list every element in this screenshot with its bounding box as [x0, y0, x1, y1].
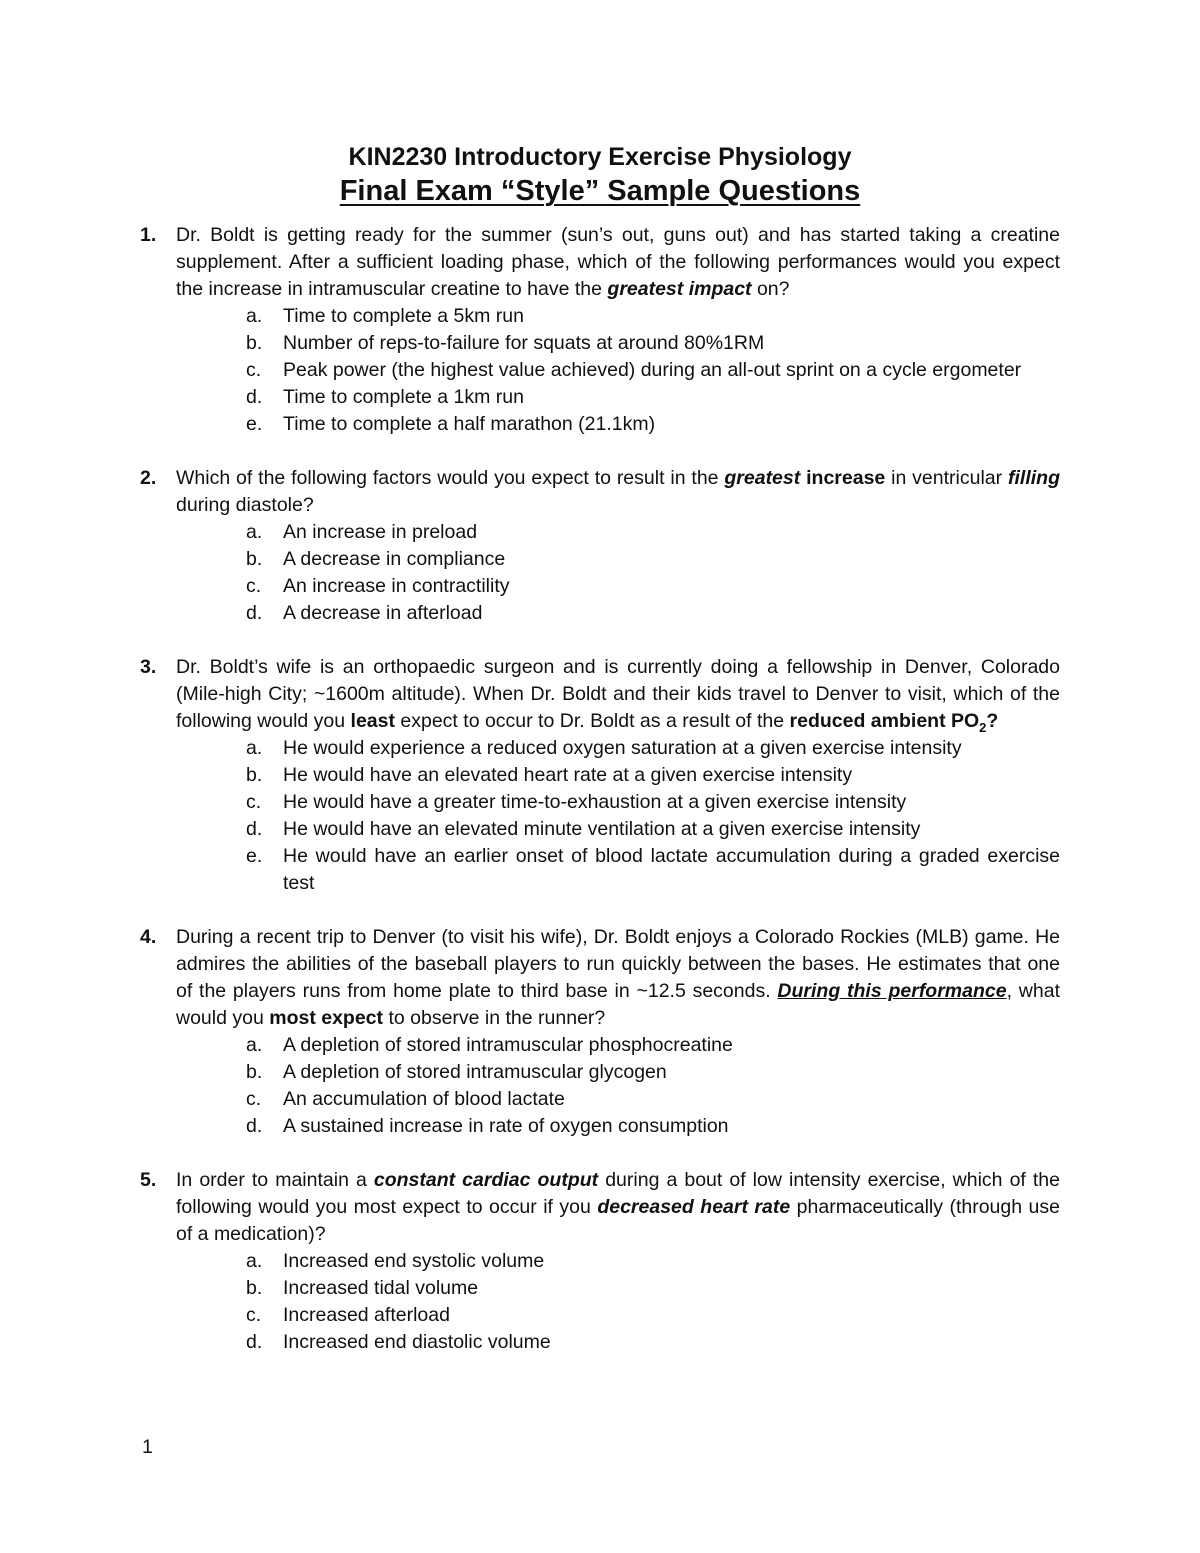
- stem-emphasis: greatest: [724, 467, 801, 489]
- question-stem: [176, 222, 1060, 303]
- option-c[interactable]: [0, 789, 1200, 816]
- question-stem: [176, 654, 1060, 735]
- question-2: [0, 465, 1200, 627]
- exam-title: Final Exam “Style” Sample Questions: [339, 175, 861, 207]
- option-e[interactable]: [0, 843, 1200, 897]
- option-d[interactable]: [0, 600, 1200, 627]
- question-4: [0, 924, 1200, 1140]
- stem-text: ?: [986, 710, 999, 732]
- option-d[interactable]: [0, 816, 1200, 843]
- option-letter: a.: [246, 305, 263, 327]
- option-text: A decrease in compliance: [283, 548, 506, 570]
- option-a[interactable]: [0, 1032, 1200, 1059]
- option-text: Increased tidal volume: [283, 1277, 479, 1299]
- stem-emphasis: greatest impact: [607, 278, 752, 300]
- stem-text: Dr. Boldt’s wife is an orthopaedic surgeon and is currently doing a fellowship in Denver, Colorado (Mile-high City; ~1600m altitude). When Dr. Boldt and their kids travel to Denver to visit, which of the following would you: [176, 656, 1060, 732]
- option-c[interactable]: [0, 357, 1200, 384]
- stem-text: on?: [751, 278, 790, 300]
- option-a[interactable]: [0, 735, 1200, 762]
- option-letter: d.: [246, 818, 263, 840]
- stem-emphasis: filling: [1008, 467, 1060, 489]
- option-text: Time to complete a 1km run: [283, 386, 524, 408]
- option-letter: d.: [246, 1331, 263, 1353]
- stem-text: Which of the following factors would you expect to result in the: [176, 467, 725, 489]
- question-stem: [176, 465, 1060, 519]
- option-letter: a.: [246, 1034, 263, 1056]
- option-letter: b.: [246, 548, 263, 570]
- option-text: Increased afterload: [283, 1304, 450, 1326]
- stem-text: expect to occur to Dr. Boldt as a result of the: [394, 710, 790, 732]
- option-letter: b.: [246, 764, 263, 786]
- option-text: An increase in contractility: [283, 575, 510, 597]
- stem-text: during a bout of low intensity exercise, which of the following would you most expect to occur if you: [176, 1169, 1060, 1218]
- question-number: 2.: [140, 467, 157, 489]
- option-letter: d.: [246, 1115, 263, 1137]
- option-letter: d.: [246, 386, 263, 408]
- stem-emphasis: constant cardiac output: [373, 1169, 599, 1191]
- option-text: A depletion of stored intramuscular phosphocreatine: [283, 1034, 733, 1056]
- option-text: Increased end systolic volume: [283, 1250, 545, 1272]
- option-list: [0, 1032, 1200, 1140]
- option-list: [0, 303, 1200, 438]
- option-letter: a.: [246, 1250, 263, 1272]
- option-letter: b.: [246, 1277, 263, 1299]
- option-e[interactable]: [0, 411, 1200, 438]
- option-text: Peak power (the highest value achieved) during an all-out sprint on a cycle ergometer: [283, 359, 1022, 381]
- stem-text: during diastole?: [176, 494, 314, 516]
- stem-text: in ventricular: [885, 467, 1008, 489]
- option-text: He would have an earlier onset of blood lactate accumulation during a graded exercise test: [283, 845, 1060, 894]
- stem-emphasis: decreased heart rate: [597, 1196, 791, 1218]
- option-c[interactable]: [0, 1086, 1200, 1113]
- question-5: [0, 1167, 1200, 1356]
- question-1: [0, 222, 1200, 438]
- option-text: Number of reps-to-failure for squats at around 80%1RM: [283, 332, 765, 354]
- question-3: [0, 654, 1200, 897]
- option-a[interactable]: [0, 1248, 1200, 1275]
- option-list: [0, 735, 1200, 897]
- option-letter: d.: [246, 602, 263, 624]
- option-b[interactable]: [0, 762, 1200, 789]
- option-list: [0, 519, 1200, 627]
- option-letter: b.: [246, 332, 263, 354]
- option-text: An accumulation of blood lactate: [283, 1088, 565, 1110]
- option-letter: a.: [246, 521, 263, 543]
- option-letter: e.: [246, 845, 263, 867]
- stem-text: pharmaceutically (through use of a medication)?: [176, 1196, 1060, 1245]
- stem-emphasis: reduced ambient PO: [789, 710, 980, 732]
- option-text: He would experience a reduced oxygen saturation at a given exercise intensity: [283, 737, 962, 759]
- option-text: Increased end diastolic volume: [283, 1331, 551, 1353]
- stem-text: During a recent trip to Denver (to visit his wife), Dr. Boldt enjoys a Colorado Rockies (MLB) game. He admires the abilities of the baseball players to run quickly between the bases. He estimates that one of the players runs from home plate to third base in ~12.5 seconds.: [176, 926, 1060, 1002]
- option-c[interactable]: [0, 573, 1200, 600]
- question-list: [0, 222, 1200, 1356]
- question-number: 4.: [140, 926, 157, 948]
- stem-text: Dr. Boldt is getting ready for the summer (sun’s out, guns out) and has started taking a creatine supplement. After a sufficient loading phase, which of the following performances would you expect the increase in intramuscular creatine to have the: [176, 224, 1060, 300]
- option-b[interactable]: [0, 1275, 1200, 1302]
- question-number: 3.: [140, 656, 157, 678]
- question-number: 1.: [140, 224, 157, 246]
- option-letter: c.: [246, 1088, 262, 1110]
- option-text: He would have an elevated heart rate at a given exercise intensity: [283, 764, 853, 786]
- option-d[interactable]: [0, 384, 1200, 411]
- option-a[interactable]: [0, 519, 1200, 546]
- option-text: A depletion of stored intramuscular glycogen: [283, 1061, 667, 1083]
- option-b[interactable]: [0, 546, 1200, 573]
- stem-emphasis: increase: [806, 467, 886, 489]
- question-stem: [176, 1167, 1060, 1248]
- option-d[interactable]: [0, 1113, 1200, 1140]
- option-a[interactable]: [0, 303, 1200, 330]
- option-letter: c.: [246, 359, 262, 381]
- option-letter: c.: [246, 791, 262, 813]
- stem-subscript: 2: [979, 719, 987, 735]
- option-text: An increase in preload: [283, 521, 478, 543]
- course-title: KIN2230 Introductory Exercise Physiology: [348, 143, 852, 171]
- option-text: A sustained increase in rate of oxygen consumption: [283, 1115, 729, 1137]
- option-b[interactable]: [0, 330, 1200, 357]
- option-text: He would have a greater time-to-exhaustion at a given exercise intensity: [283, 791, 907, 813]
- question-number: 5.: [140, 1169, 157, 1191]
- option-d[interactable]: [0, 1329, 1200, 1356]
- page-number: 1: [142, 1436, 153, 1458]
- stem-emphasis: most expect: [269, 1007, 384, 1029]
- option-text: Time to complete a half marathon (21.1km): [283, 413, 656, 435]
- option-b[interactable]: [0, 1059, 1200, 1086]
- option-text: Time to complete a 5km run: [283, 305, 524, 327]
- option-letter: c.: [246, 575, 262, 597]
- option-letter: a.: [246, 737, 263, 759]
- option-text: A decrease in afterload: [283, 602, 483, 624]
- option-letter: b.: [246, 1061, 263, 1083]
- stem-text: In order to maintain a: [176, 1169, 374, 1191]
- option-c[interactable]: [0, 1302, 1200, 1329]
- stem-emphasis: least: [350, 710, 395, 732]
- option-letter: e.: [246, 413, 263, 435]
- option-list: [0, 1248, 1200, 1356]
- stem-text: , what would you: [176, 980, 1060, 1029]
- option-text: He would have an elevated minute ventilation at a given exercise intensity: [283, 818, 921, 840]
- stem-emphasis: During this performance: [777, 980, 1007, 1002]
- question-stem: [176, 924, 1060, 1032]
- option-letter: c.: [246, 1304, 262, 1326]
- stem-text: to observe in the runner?: [383, 1007, 606, 1029]
